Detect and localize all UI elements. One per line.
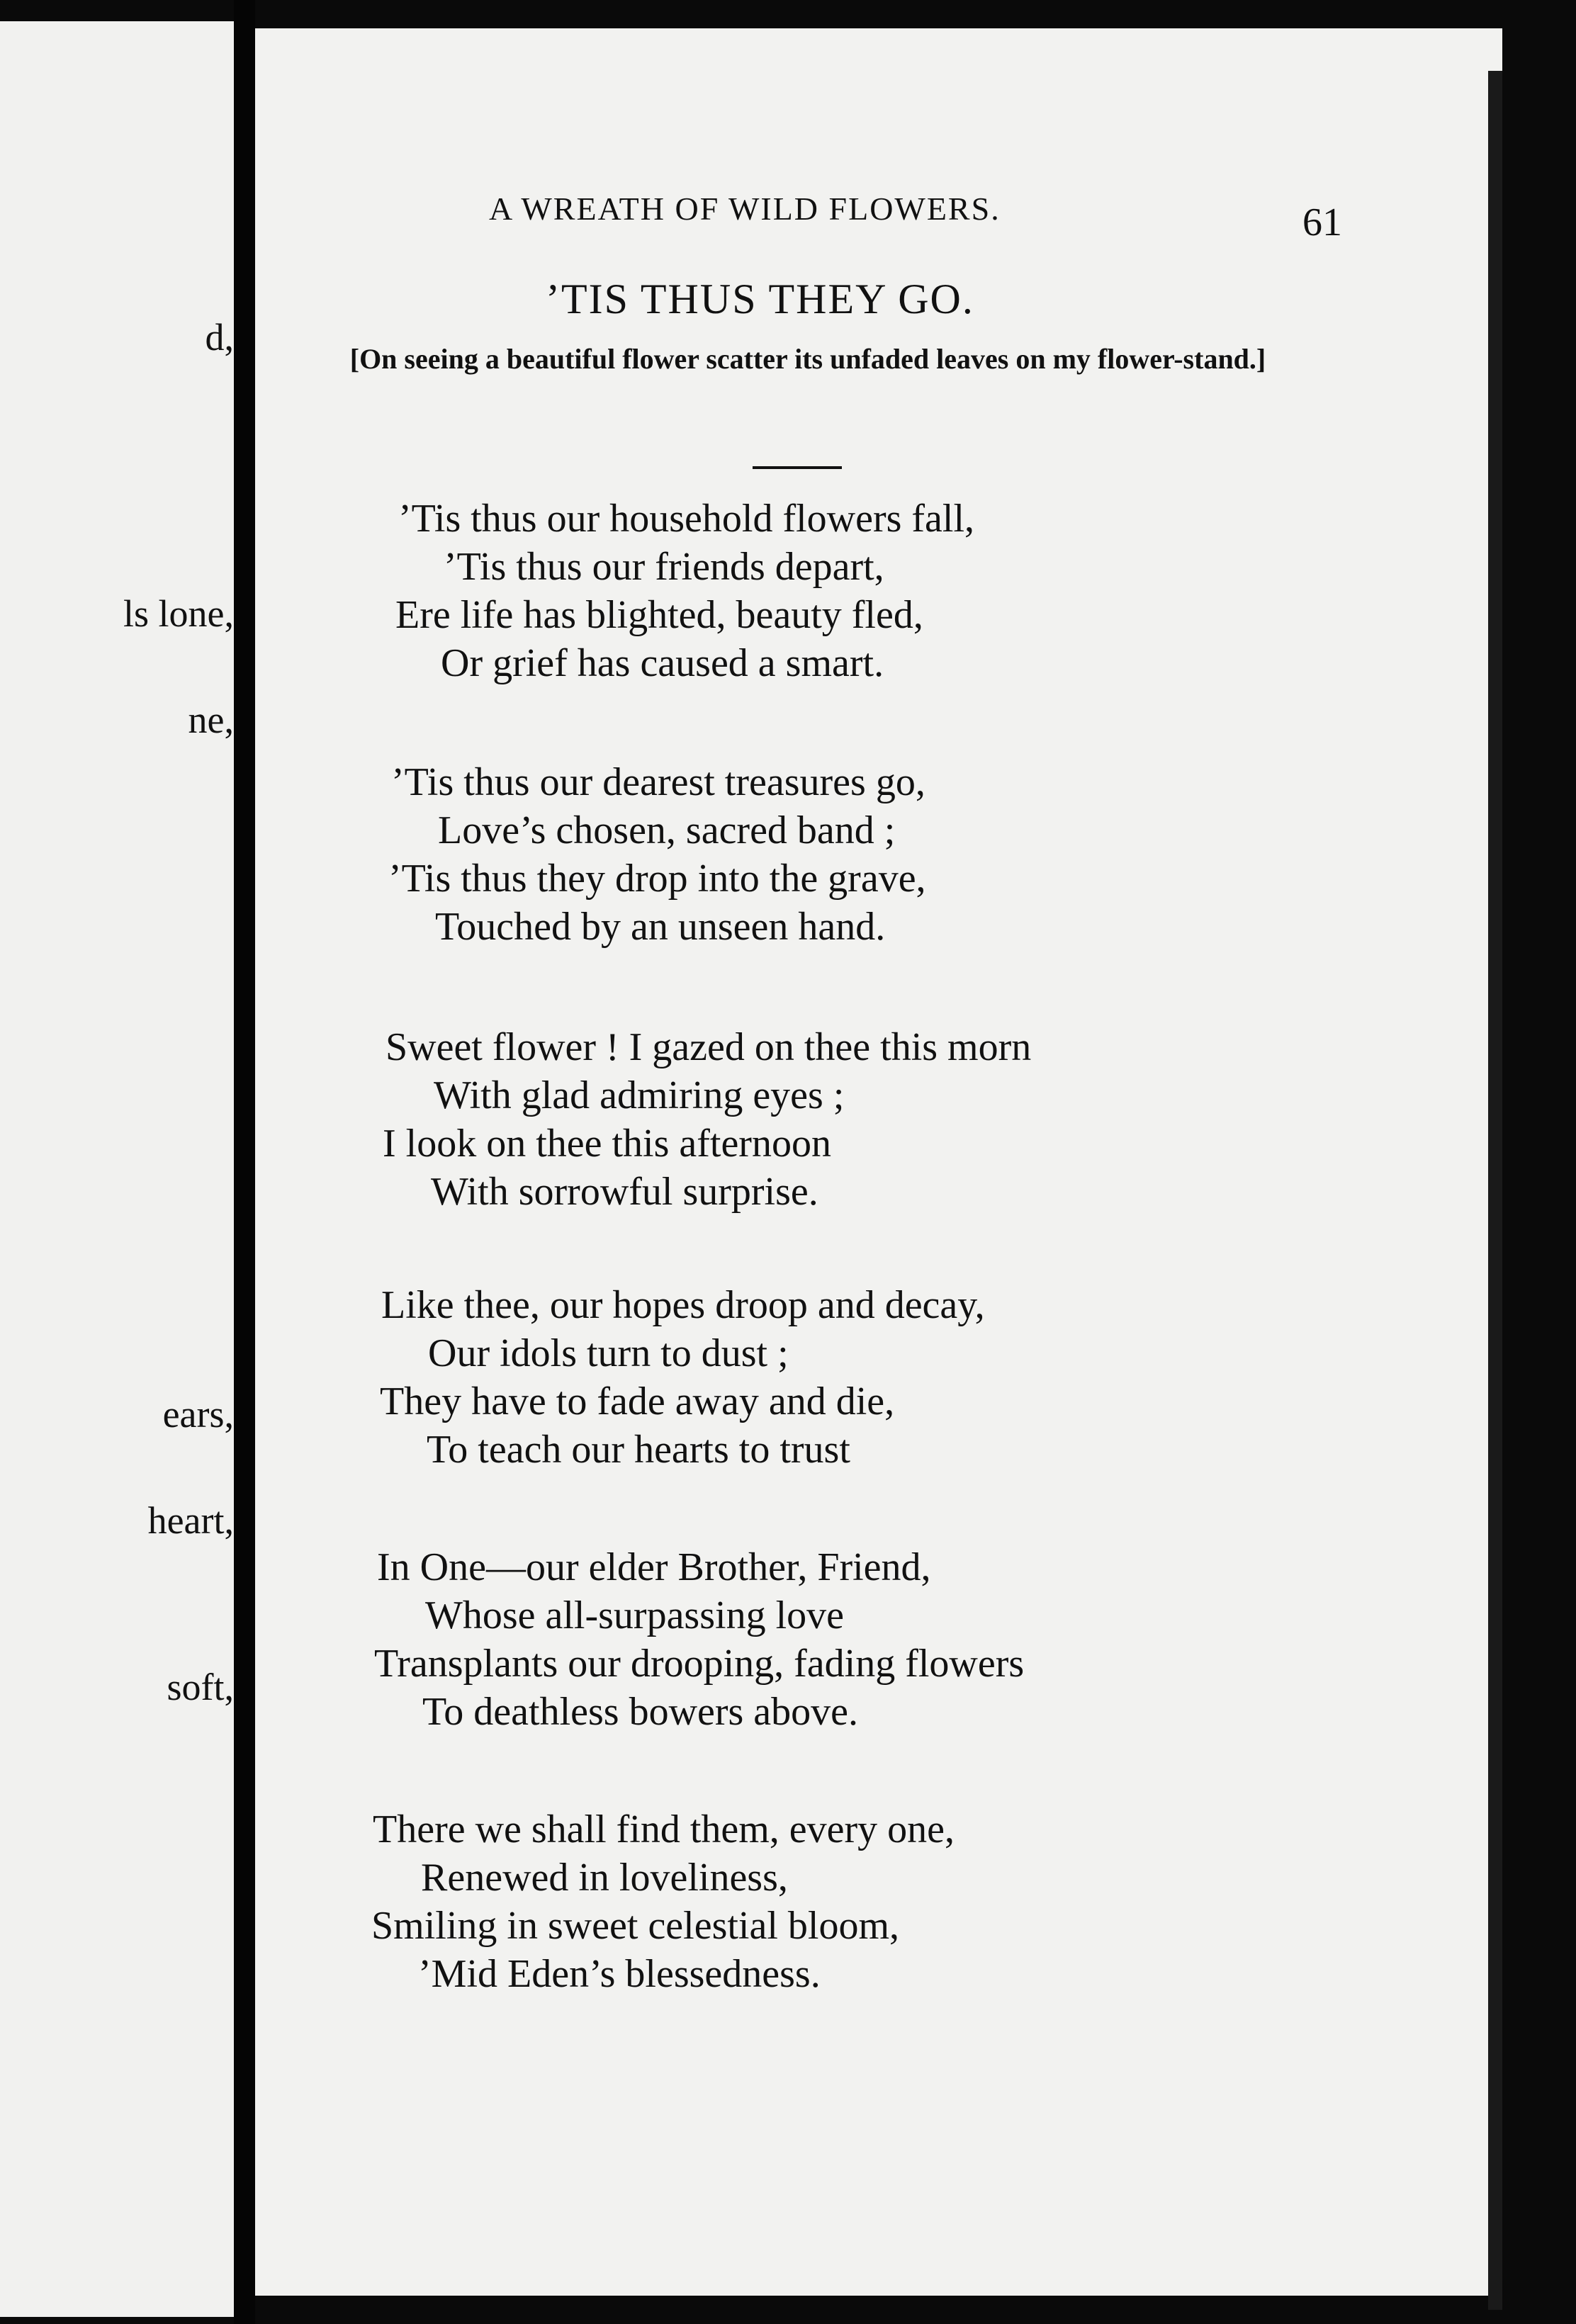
left-page: [0, 21, 234, 2317]
poem-line: To deathless bowers above.: [422, 1690, 859, 1734]
page-number: 61: [1302, 201, 1342, 244]
left-page-fragment: soft,: [167, 1666, 234, 1708]
poem-line: Whose all-surpassing love: [425, 1593, 844, 1637]
left-page-fragment: ears,: [162, 1393, 234, 1435]
poem-line: Transplants our drooping, fading flowers: [374, 1642, 1025, 1686]
poem-line: They have to fade away and die,: [380, 1380, 895, 1423]
poem-line: Or grief has caused a smart.: [441, 641, 884, 685]
poem-line: ’Tis thus our friends depart,: [444, 545, 884, 589]
poem-line: ’Tis thus they drop into the grave,: [388, 857, 926, 901]
poem-line: Smiling in sweet celestial bloom,: [371, 1904, 900, 1948]
poem-line: ’Tis thus our household flowers fall,: [398, 497, 975, 541]
left-page-fragment: ls lone,: [123, 592, 234, 635]
poem-line: Sweet flower ! I gazed on thee this morn: [385, 1025, 1032, 1069]
poem-line: Love’s chosen, sacred band ;: [438, 808, 896, 852]
poem-line: To teach our hearts to trust: [427, 1428, 850, 1472]
poem-line: With sorrowful surprise.: [431, 1170, 818, 1214]
poem-line: ’Mid Eden’s blessedness.: [418, 1952, 821, 1996]
left-page-fragment: d,: [205, 316, 234, 359]
poem-title: ’TIS THUS THEY GO.: [546, 276, 974, 322]
left-page-fragment: ne,: [188, 699, 234, 741]
running-header: A WREATH OF WILD FLOWERS.: [489, 191, 1001, 227]
poem-line: I look on thee this afternoon: [383, 1122, 831, 1166]
book-gutter: [234, 0, 255, 2324]
poem-subtitle: [On seeing a beautiful flower scatter its unfaded leaves on my flower-stand.]: [349, 343, 1266, 375]
poem-line: Our idols turn to dust ;: [428, 1331, 789, 1375]
title-rule: [753, 466, 842, 469]
left-page-fragment: heart,: [147, 1499, 234, 1542]
poem-line: Renewed in loveliness,: [421, 1856, 788, 1900]
poem-line: Ere life has blighted, beauty fled,: [395, 593, 923, 637]
poem-line: With glad admiring eyes ;: [434, 1073, 845, 1117]
poem-line: Touched by an unseen hand.: [435, 905, 886, 949]
poem-line: There we shall find them, every one,: [373, 1807, 955, 1851]
poem-line: Like thee, our hopes droop and decay,: [381, 1283, 985, 1327]
page-edge: [1488, 71, 1502, 2310]
poem-line: In One—our elder Brother, Friend,: [377, 1545, 931, 1589]
poem-line: ’Tis thus our dearest treasures go,: [391, 760, 925, 804]
